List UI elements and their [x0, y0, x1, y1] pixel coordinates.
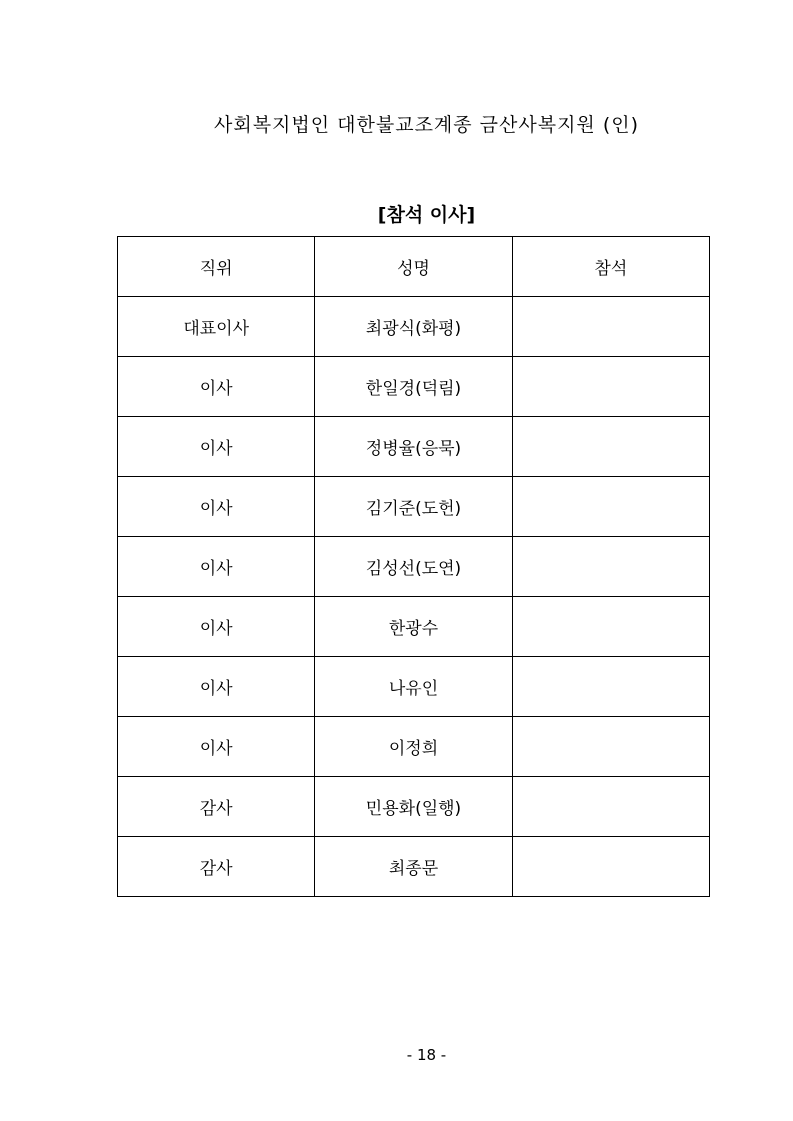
table-row [118, 777, 710, 837]
cell-position: 이사 [118, 657, 315, 717]
cell-name: 김기준(도헌) [315, 477, 512, 537]
cell-attendance [512, 777, 709, 837]
cell-name: 정병율(응묵) [315, 417, 512, 477]
table-row [118, 837, 710, 897]
cell-attendance [512, 717, 709, 777]
table-row [118, 417, 710, 477]
table-header-row [118, 237, 710, 297]
cell-position: 이사 [118, 597, 315, 657]
page-number: - 18 - [406, 1046, 447, 1064]
cell-name: 최광식(화평) [315, 297, 512, 357]
cell-attendance [512, 837, 709, 897]
table-row [118, 357, 710, 417]
cell-attendance [512, 357, 709, 417]
cell-name: 최종문 [315, 837, 512, 897]
table-row [118, 477, 710, 537]
table-row [118, 717, 710, 777]
table-row [118, 297, 710, 357]
header-name: 성명 [315, 237, 512, 297]
cell-position: 이사 [118, 537, 315, 597]
cell-attendance [512, 537, 709, 597]
cell-position: 이사 [118, 717, 315, 777]
cell-name: 한광수 [315, 597, 512, 657]
table-row [118, 537, 710, 597]
cell-attendance [512, 597, 709, 657]
cell-position: 대표이사 [118, 297, 315, 357]
cell-name: 한일경(덕림) [315, 357, 512, 417]
cell-name: 김성선(도연) [315, 537, 512, 597]
cell-attendance [512, 657, 709, 717]
cell-name: 민용화(일행) [315, 777, 512, 837]
cell-position: 이사 [118, 357, 315, 417]
cell-name: 이정희 [315, 717, 512, 777]
cell-position: 이사 [118, 417, 315, 477]
cell-attendance [512, 477, 709, 537]
cell-attendance [512, 297, 709, 357]
section-title: [참석 이사] [377, 204, 476, 226]
header-position: 직위 [118, 237, 315, 297]
cell-attendance [512, 417, 709, 477]
table-row [118, 657, 710, 717]
cell-position: 감사 [118, 777, 315, 837]
cell-position: 감사 [118, 837, 315, 897]
document-title: 사회복지법인 대한불교조계종 금산사복지원 (인) [213, 114, 640, 136]
cell-name: 나유인 [315, 657, 512, 717]
header-attendance: 참석 [512, 237, 709, 297]
cell-position: 이사 [118, 477, 315, 537]
table-row [118, 597, 710, 657]
attendance-table [117, 236, 710, 897]
